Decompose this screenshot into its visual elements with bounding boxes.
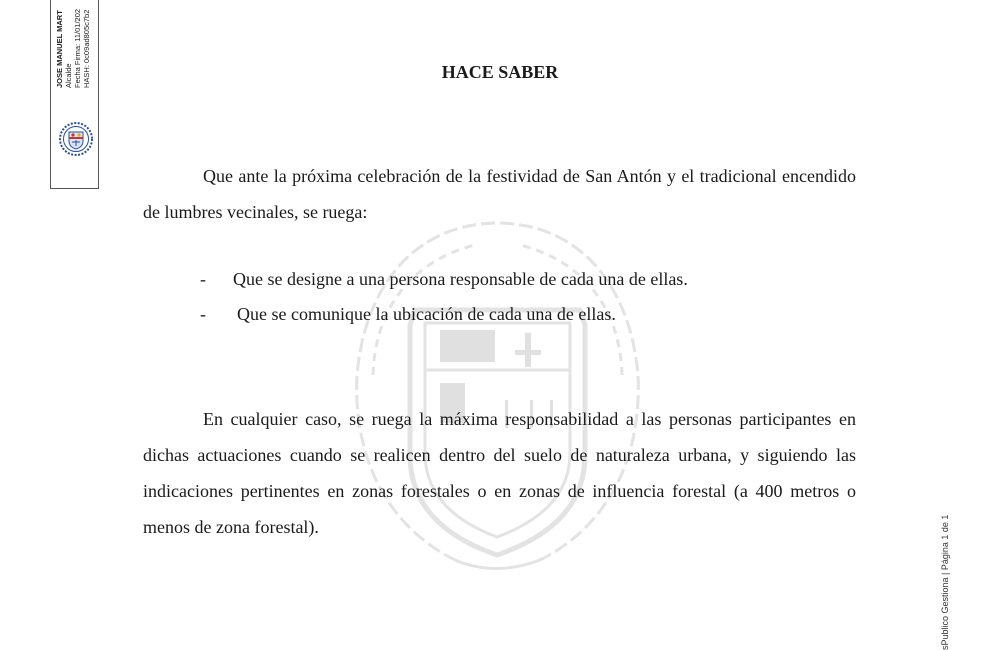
municipal-seal-icon xyxy=(59,122,93,156)
list-bullet: - xyxy=(200,304,206,324)
closing-text: En cualquier caso, se ruega la máxima responsabilidad a las personas participantes en dichas actuaciones cuando se realicen dentro del suelo de naturaleza urbana, y siguiendo las indicaciones pertinentes en zonas forestales o en zonas de influencia forestal (a 400 metros o menos de zona forestal). xyxy=(143,409,856,537)
signer-name: JOSE MANUEL MART xyxy=(55,10,64,88)
list-item-text: Que se designe a una persona responsable de cada una de ellas. xyxy=(233,269,688,289)
signer-role: Alcalde xyxy=(64,63,73,88)
page-footer-strip: sPublico Gestiona | Página 1 de 1 xyxy=(940,514,950,650)
intro-paragraph xyxy=(143,158,856,230)
list-item-text: Que se comunique la ubicación de cada una de ellas. xyxy=(237,304,616,324)
closing-paragraph xyxy=(143,401,856,545)
signature-date: Fecha Firma: 11/01/202 xyxy=(73,8,82,88)
intro-text: Que ante la próxima celebración de la festividad de San Antón y el tradicional encendido de lumbres vecinales, se ruega: xyxy=(143,166,856,222)
list-bullet: - xyxy=(200,269,206,289)
document-title: HACE SABER xyxy=(441,62,559,82)
signature-stamp xyxy=(50,0,99,189)
signature-hash: HASH: 0c09ad805c7b2 xyxy=(82,9,91,88)
